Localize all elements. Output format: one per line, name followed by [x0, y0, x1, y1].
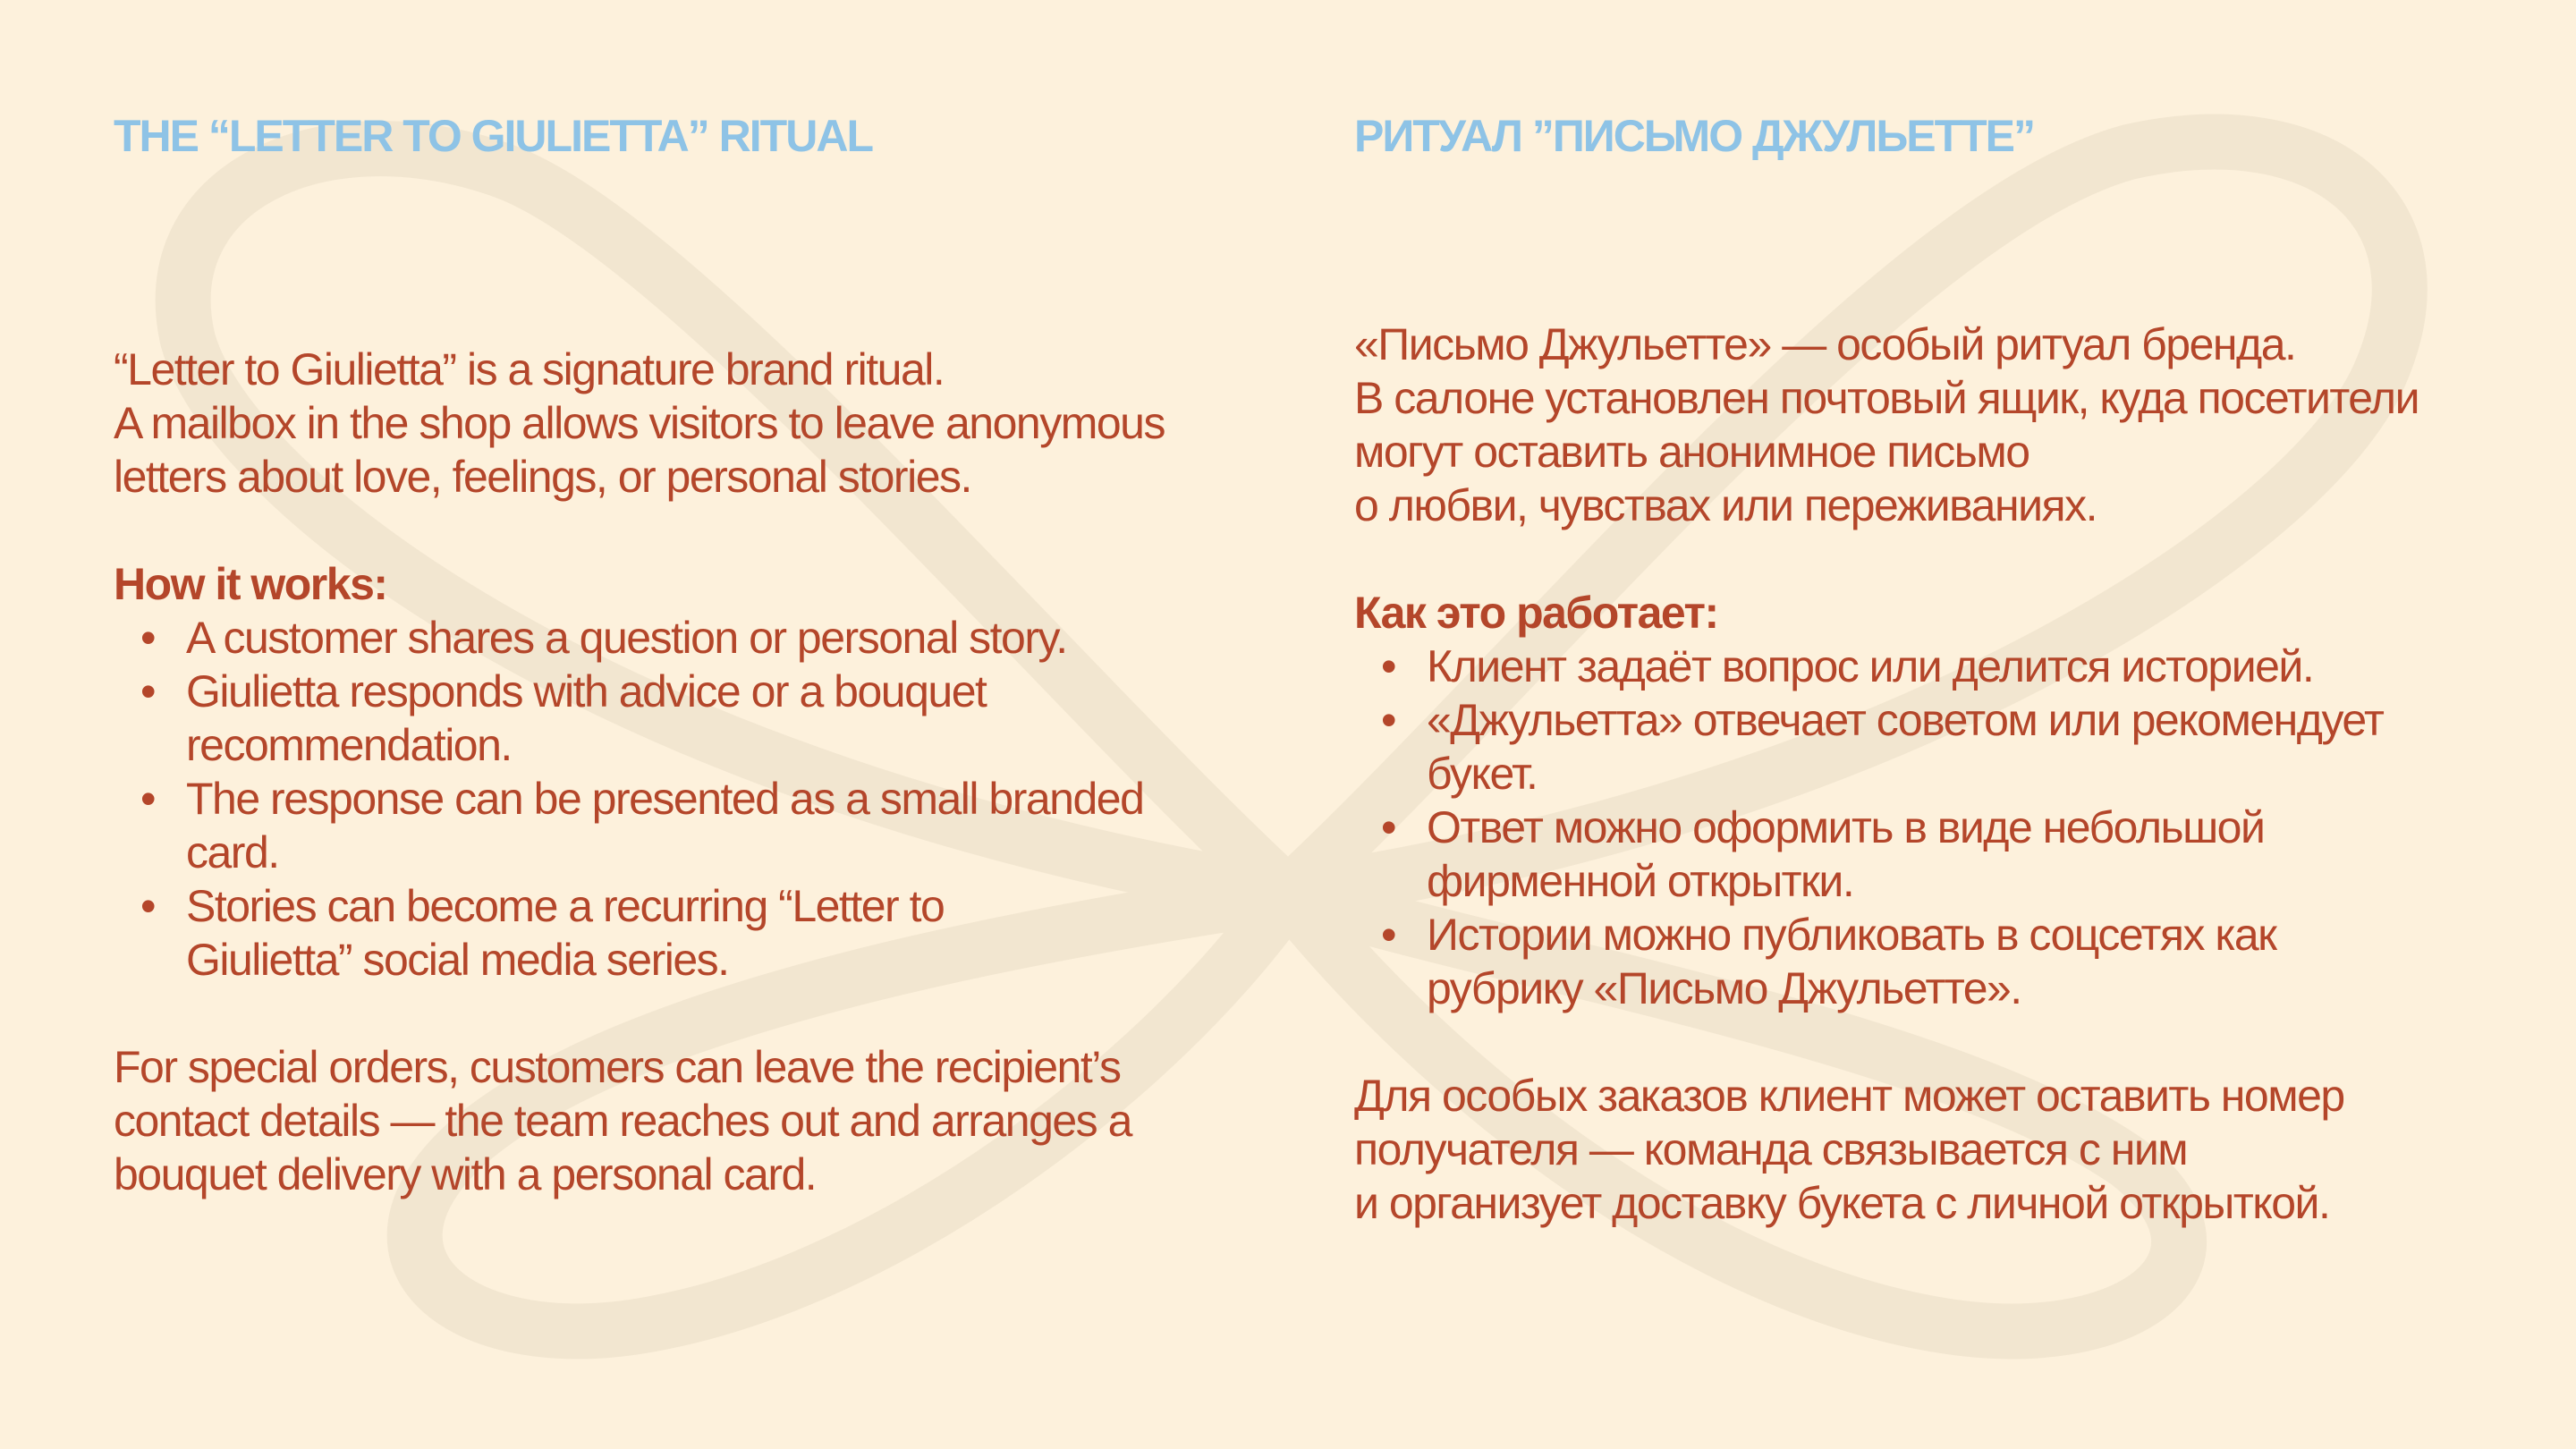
- english-steps-list: [114, 611, 1165, 987]
- russian-intro-line: о любви, чувствах или переживаниях.: [1354, 480, 2097, 530]
- list-item-text: фирменной открытки.: [1427, 856, 1854, 906]
- russian-intro-line: могут оставить анонимное письмо: [1354, 427, 2029, 477]
- english-closing-line: contact details — the team reaches out and arranges a: [114, 1096, 1131, 1146]
- list-item-text: «Джульетта» отвечает советом или рекомендует: [1427, 695, 2384, 745]
- russian-heading: РИТУАЛ ”ПИСЬМО ДЖУЛЬЕТТЕ”: [1354, 111, 2035, 161]
- bullet-marker: •: [1381, 695, 1396, 745]
- list-item: [1354, 908, 2419, 1015]
- list-item: [114, 772, 1165, 879]
- list-item-text: Истории можно публиковать в соцсетях как: [1427, 910, 2276, 960]
- russian-intro: [1354, 318, 2419, 532]
- bullet-marker: •: [140, 613, 156, 663]
- bullet-marker: •: [1381, 910, 1396, 960]
- russian-intro-line: «Письмо Джульетте» — особый ритуал бренда.: [1354, 319, 2296, 369]
- russian-intro-line: В салоне установлен почтовый ящик, куда посетители: [1354, 373, 2419, 423]
- english-closing-line: bouquet delivery with a personal card.: [114, 1149, 817, 1199]
- list-item-text: Клиент задаёт вопрос или делится историей.: [1427, 641, 2314, 691]
- list-item-text: рубрику «Письмо Джульетте».: [1427, 963, 2021, 1013]
- list-item-text: Giulietta” social media series.: [186, 935, 729, 985]
- list-item: [114, 611, 1165, 665]
- english-intro: [114, 343, 1165, 504]
- list-item-text: A customer shares a question or personal story.: [186, 613, 1067, 663]
- bullet-marker: •: [1381, 802, 1396, 852]
- russian-closing-line: и организует доставку букета с личной открыткой.: [1354, 1178, 2330, 1228]
- english-intro-line: letters about love, feelings, or personal stories.: [114, 452, 971, 502]
- english-closing-line: For special orders, customers can leave the recipient’s: [114, 1042, 1121, 1092]
- bullet-marker: •: [1381, 641, 1396, 691]
- list-item-text: card.: [186, 827, 279, 877]
- russian-body: [1354, 318, 2419, 1230]
- english-how-it-works-title: How it works:: [114, 559, 387, 609]
- list-item-text: букет.: [1427, 749, 1538, 799]
- list-item-text: The response can be presented as a small branded: [186, 774, 1144, 824]
- list-item: [114, 665, 1165, 772]
- english-intro-line: A mailbox in the shop allows visitors to leave anonymous: [114, 398, 1165, 448]
- list-item-text: Giulietta responds with advice or a bouquet: [186, 666, 987, 716]
- list-item-text: recommendation.: [186, 720, 512, 770]
- list-item-text: Stories can become a recurring “Letter to: [186, 881, 945, 931]
- list-item: [114, 879, 1165, 987]
- russian-closing-line: Для особых заказов клиент может оставить номер: [1354, 1071, 2344, 1121]
- bullet-marker: •: [140, 881, 156, 931]
- bullet-marker: •: [140, 774, 156, 824]
- english-closing: [114, 1040, 1165, 1201]
- russian-steps-list: [1354, 640, 2419, 1015]
- english-body: [114, 343, 1165, 1201]
- english-heading: THE “LETTER TO GIULIETTA” RITUAL: [114, 111, 872, 161]
- russian-how-it-works-title: Как это работает:: [1354, 588, 1718, 638]
- list-item: [1354, 801, 2419, 908]
- russian-closing-line: получателя — команда связывается с ним: [1354, 1124, 2188, 1174]
- list-item: [1354, 693, 2419, 801]
- bullet-marker: •: [140, 666, 156, 716]
- list-item-text: Ответ можно оформить в виде небольшой: [1427, 802, 2265, 852]
- english-intro-line: “Letter to Giulietta” is a signature brand ritual.: [114, 344, 945, 394]
- russian-closing: [1354, 1069, 2419, 1230]
- list-item: [1354, 640, 2419, 693]
